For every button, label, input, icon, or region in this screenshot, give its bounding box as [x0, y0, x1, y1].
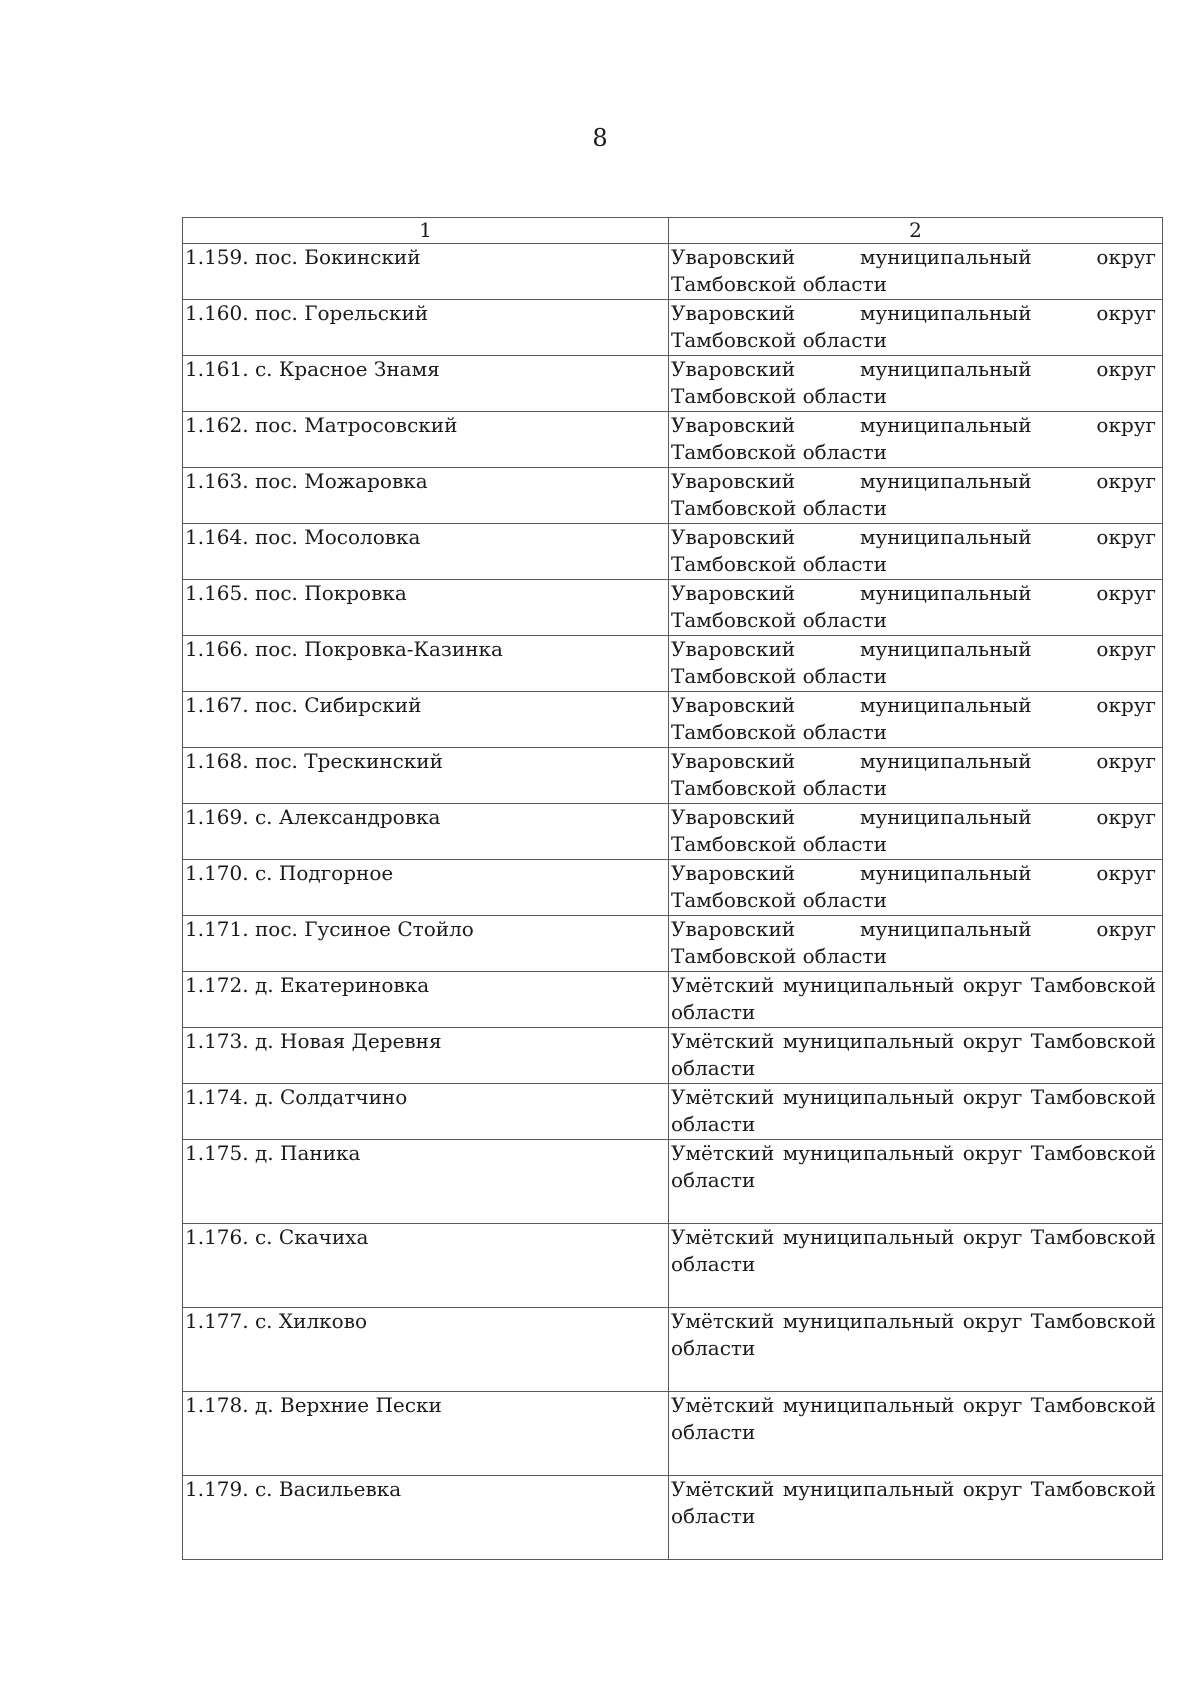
municipal-district-cell: Умётский муниципальный округ Тамбовской области: [669, 1392, 1163, 1476]
municipal-district-cell: Уваровский муниципальный округ Тамбовской области: [669, 300, 1163, 356]
settlement-cell: 1.162. пос. Матросовский: [183, 412, 669, 468]
settlement-cell: 1.170. с. Подгорное: [183, 860, 669, 916]
settlement-cell: 1.172. д. Екатериновка: [183, 972, 669, 1028]
settlement-cell: 1.177. с. Хилково: [183, 1308, 669, 1392]
settlement-cell: 1.164. пос. Мосоловка: [183, 524, 669, 580]
municipal-district-cell: Уваровский муниципальный округ Тамбовской области: [669, 580, 1163, 636]
municipal-district-cell: Уваровский муниципальный округ Тамбовской области: [669, 244, 1163, 300]
settlements-table: [182, 217, 1163, 1560]
municipal-district-cell: Умётский муниципальный округ Тамбовской области: [669, 1224, 1163, 1308]
table-row: [183, 1084, 1163, 1140]
settlement-cell: 1.161. с. Красное Знамя: [183, 356, 669, 412]
municipal-district-cell: Уваровский муниципальный округ Тамбовской области: [669, 636, 1163, 692]
table-row: [183, 748, 1163, 804]
municipal-district-cell: Уваровский муниципальный округ Тамбовской области: [669, 748, 1163, 804]
municipal-district-cell: Уваровский муниципальный округ Тамбовской области: [669, 860, 1163, 916]
municipal-district-cell: Уваровский муниципальный округ Тамбовской области: [669, 692, 1163, 748]
settlement-cell: 1.159. пос. Бокинский: [183, 244, 669, 300]
table-row: [183, 356, 1163, 412]
settlement-cell: 1.174. д. Солдатчино: [183, 1084, 669, 1140]
table-row: [183, 412, 1163, 468]
municipal-district-cell: Умётский муниципальный округ Тамбовской области: [669, 972, 1163, 1028]
table-header-row: [183, 218, 1163, 244]
table-row: [183, 1308, 1163, 1392]
table-row: [183, 636, 1163, 692]
municipal-district-cell: Умётский муниципальный округ Тамбовской области: [669, 1308, 1163, 1392]
table-row: [183, 580, 1163, 636]
table-row: [183, 1140, 1163, 1224]
table-row: [183, 1392, 1163, 1476]
table-row: [183, 1476, 1163, 1560]
municipal-district-cell: Умётский муниципальный округ Тамбовской области: [669, 1028, 1163, 1084]
municipal-district-cell: Умётский муниципальный округ Тамбовской области: [669, 1476, 1163, 1560]
settlement-cell: 1.171. пос. Гусиное Стойло: [183, 916, 669, 972]
table-row: [183, 524, 1163, 580]
settlement-cell: 1.165. пос. Покровка: [183, 580, 669, 636]
page-number: 8: [592, 124, 608, 152]
settlement-cell: 1.166. пос. Покровка-Казинка: [183, 636, 669, 692]
table-row: [183, 804, 1163, 860]
table-row: [183, 972, 1163, 1028]
settlement-cell: 1.169. с. Александровка: [183, 804, 669, 860]
municipal-district-cell: Умётский муниципальный округ Тамбовской области: [669, 1084, 1163, 1140]
table-row: [183, 244, 1163, 300]
municipal-district-cell: Уваровский муниципальный округ Тамбовской области: [669, 468, 1163, 524]
table-row: [183, 916, 1163, 972]
settlement-cell: 1.176. с. Скачиха: [183, 1224, 669, 1308]
table-row: [183, 1224, 1163, 1308]
table-row: [183, 860, 1163, 916]
municipal-district-cell: Уваровский муниципальный округ Тамбовской области: [669, 524, 1163, 580]
table-row: [183, 1028, 1163, 1084]
column-header-2: 2: [669, 218, 1163, 244]
settlement-cell: 1.160. пос. Горельский: [183, 300, 669, 356]
settlement-cell: 1.173. д. Новая Деревня: [183, 1028, 669, 1084]
column-header-1: 1: [183, 218, 669, 244]
settlement-cell: 1.179. с. Васильевка: [183, 1476, 669, 1560]
settlement-cell: 1.163. пос. Можаровка: [183, 468, 669, 524]
municipal-district-cell: Уваровский муниципальный округ Тамбовской области: [669, 916, 1163, 972]
municipal-district-cell: Умётский муниципальный округ Тамбовской области: [669, 1140, 1163, 1224]
table-row: [183, 692, 1163, 748]
municipal-district-cell: Уваровский муниципальный округ Тамбовской области: [669, 356, 1163, 412]
settlement-cell: 1.178. д. Верхние Пески: [183, 1392, 669, 1476]
settlement-cell: 1.175. д. Паника: [183, 1140, 669, 1224]
settlement-cell: 1.167. пос. Сибирский: [183, 692, 669, 748]
table-row: [183, 468, 1163, 524]
municipal-district-cell: Уваровский муниципальный округ Тамбовской области: [669, 804, 1163, 860]
settlement-cell: 1.168. пос. Трескинский: [183, 748, 669, 804]
municipal-district-cell: Уваровский муниципальный округ Тамбовской области: [669, 412, 1163, 468]
table-row: [183, 300, 1163, 356]
